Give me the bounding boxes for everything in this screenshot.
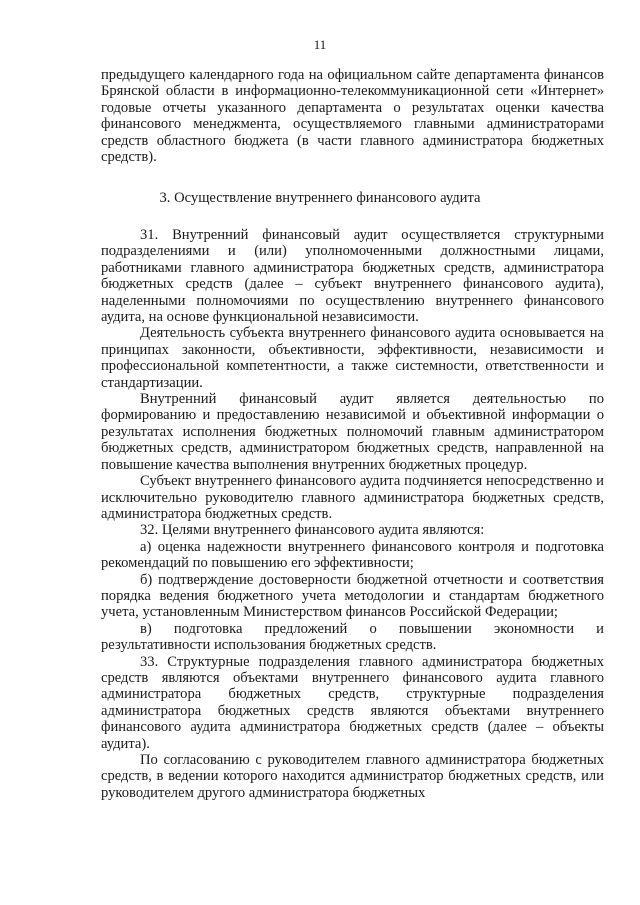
paragraph-31: 31. Внутренний финансовый аудит осуществляется структурными подразделениями и (или) уполномоченными должностными лицами, работниками главного администратора бюджетных средств, администратора бюджетных средств (далее – субъект внутреннего финансового аудита), наделенными полномочиями по осуществлению внутреннего финансового аудита, на основе функциональной независимости. [101, 227, 604, 326]
section-body [101, 227, 604, 801]
list-item-v: в) подготовка предложений о повышении экономности и результативности использования бюджетных средств. [101, 620, 604, 654]
paragraph-definition: Внутренний финансовый аудит является деятельностью по формированию и предоставлению независимой и объективной информации о результатах исполнения бюджетных полномочий главным администратором бюджетных средств, администратором бюджетных средств, направленной на повышение качества выполнения внутренних бюджетных процедур. [101, 391, 604, 473]
list-item-b: б) подтверждение достоверности бюджетной отчетности и соответствия порядка ведения бюджетного учета методологии и стандартам бюджетного учета, установленным Министерством финансов Российской Федерации; [101, 571, 604, 621]
intro-paragraph: предыдущего календарного года на официальном сайте департамента финансов Брянской области в информационно-телекоммуникационной сети «Интернет» годовые отчеты указанного департамента о результатах оценки качества финансового менеджмента, осуществляемого главными администраторами средств областного бюджета (в части главного администратора бюджетных средств). [101, 67, 604, 166]
page-number: 11 [313, 37, 327, 52]
paragraph-33: 33. Структурные подразделения главного администратора бюджетных средств являются объектами внутреннего финансового аудита главного администратора бюджетных средств, структурные подразделения администратора бюджетных средств являются объектами внутреннего финансового аудита администратора бюджетных средств (далее – объекты аудита). [101, 653, 604, 752]
paragraph-principles: Деятельность субъекта внутреннего финансового аудита основывается на принципах законности, объективности, эффективности, независимости и профессиональной компетентности, а также системности, ответственности и стандартизации. [101, 325, 604, 391]
list-item-a: а) оценка надежности внутреннего финансового контроля и подготовка рекомендаций по повышению его эффективности; [101, 538, 604, 572]
paragraph-subordination: Субъект внутреннего финансового аудита подчиняется непосредственно и исключительно руководителю главного администратора бюджетных средств, администратора бюджетных средств. [101, 473, 604, 522]
paragraph-32-goals: 32. Целями внутреннего финансового аудита являются: [140, 522, 485, 539]
intro-paragraph-block [101, 67, 604, 165]
section-title: 3. Осуществление внутреннего финансового аудита [159, 190, 481, 206]
paragraph-agreement: По согласованию с руководителем главного администратора бюджетных средств, в ведении которого находится администратор бюджетных средств, или руководителем другого администратора бюджетных [101, 752, 604, 801]
